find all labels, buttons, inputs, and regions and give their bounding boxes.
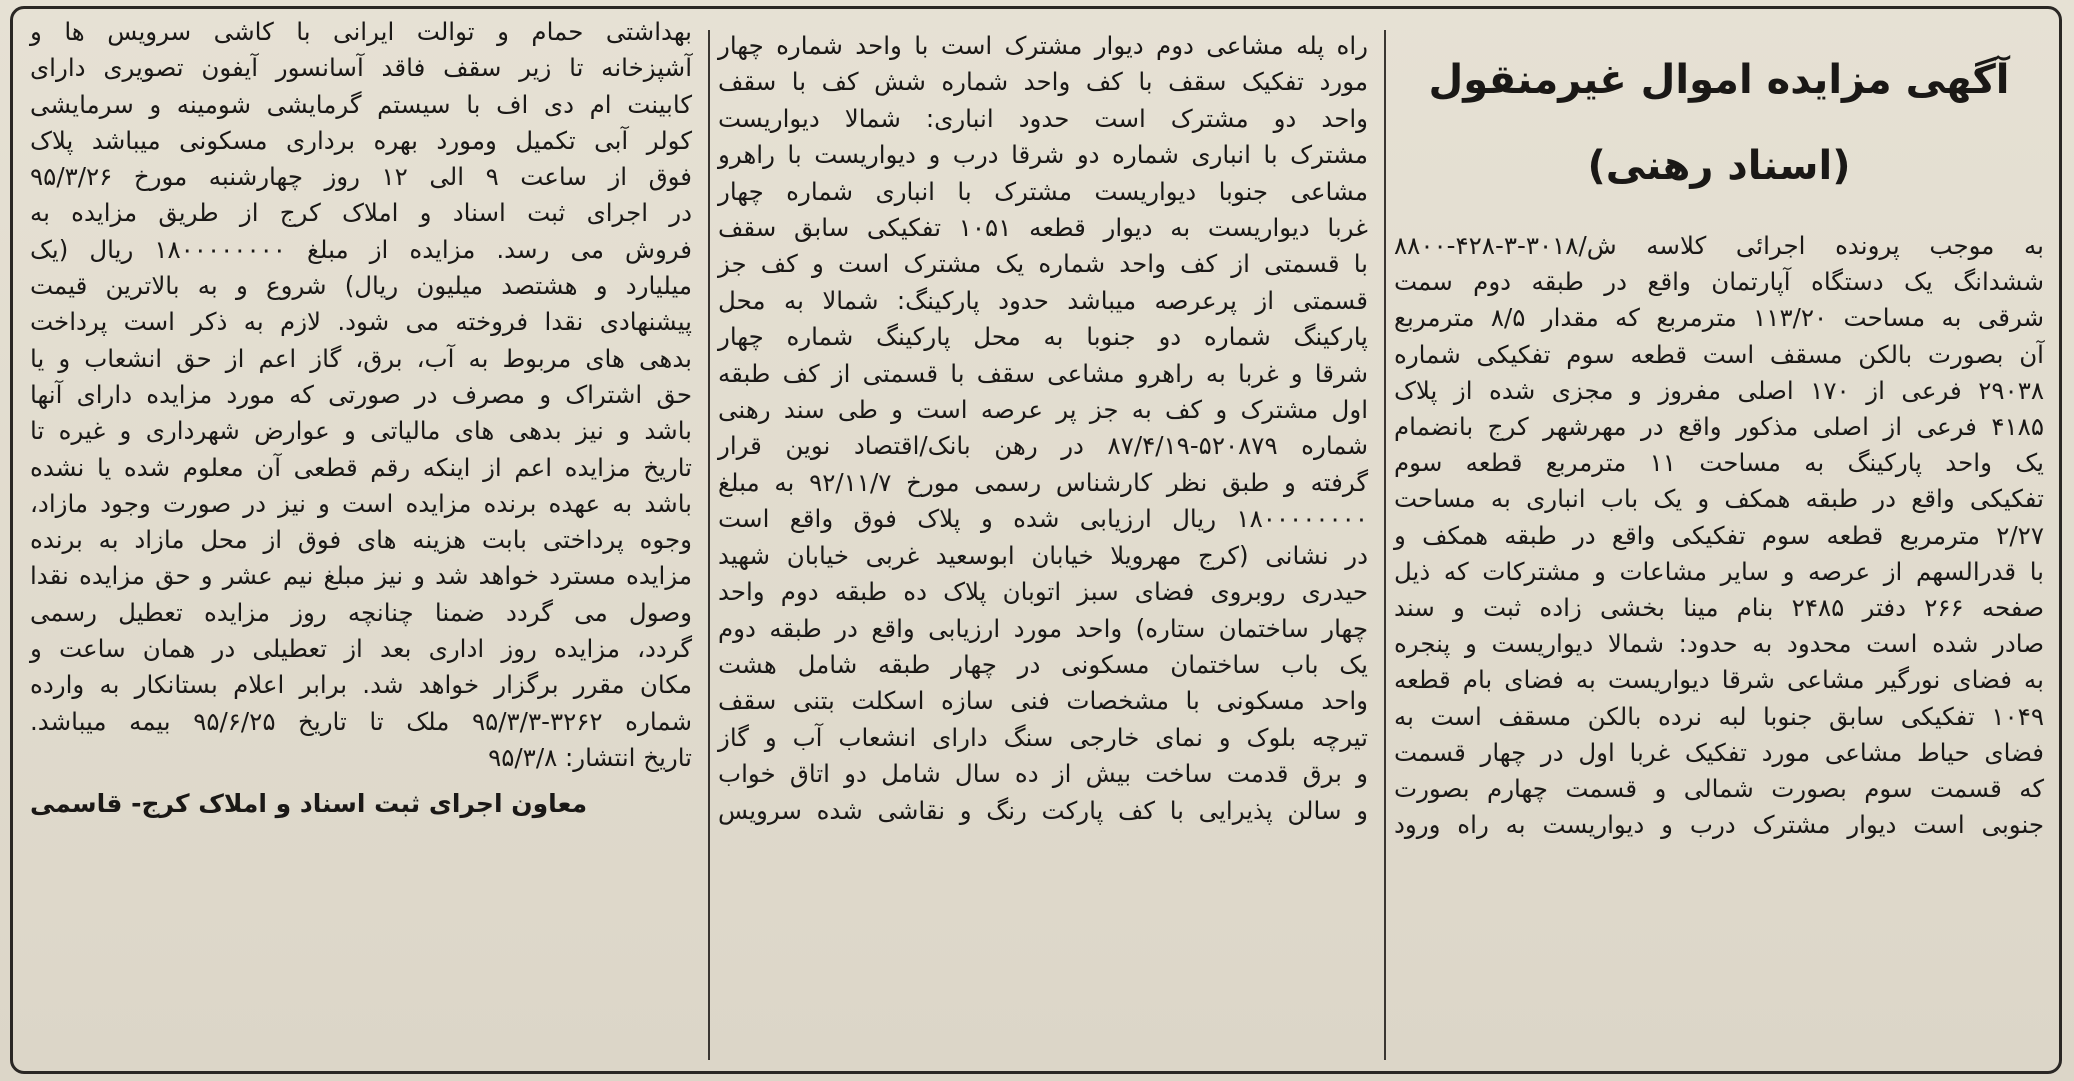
- text-line: باشد به عهده برنده مزایده است و نیز در صورت وجود مازاد،: [30, 488, 692, 518]
- column-divider: [708, 30, 710, 1060]
- text-line: مکان مقرر برگزار خواهد شد. برابر اعلام بستانکار به وارده: [30, 670, 692, 700]
- text-line: آشپزخانه تا زیر سقف فاقد آسانسور آیفون تصویری دارای: [30, 53, 692, 83]
- notice-column-right: [1394, 14, 2044, 843]
- text-line: آن بصورت بالکن مسقف است قطعه سوم تفکیکی شماره: [1394, 339, 2044, 369]
- text-line: مزایده مسترد خواهد شد و نیز مبلغ نیم عشر و حق مزایده نقدا: [30, 561, 692, 591]
- text-line: شرقا و غربا به راهرو مشاعی سقف با قسمتی از کف طبقه: [718, 358, 1368, 388]
- notice-text-right: [1394, 228, 2044, 843]
- text-line: با قسمتی از کف واحد شماره یک مشترک است و کف جز: [718, 249, 1368, 279]
- text-line: شرقی به مساحت ۱۱۳/۲۰ مترمربع که مقدار ۸/۵ مترمربع: [1394, 303, 2044, 333]
- text-line: شماره ۵۲۰۸۷۹-۸۷/۴/۱۹ در رهن بانک/اقتصاد نوین قرار: [718, 431, 1368, 461]
- text-line: ششدانگ یک دستگاه آپارتمان واقع در طبقه دوم سمت: [1394, 267, 2044, 297]
- text-line: ۴۱۸۵ فرعی از اصلی مذکور واقع در مهرشهر کرج بانضمام: [1394, 412, 2044, 442]
- text-line: شماره ۳۲۶۲-۹۵/۳/۳ ملک تا تاریخ ۹۵/۶/۲۵ بیمه میباشد.: [30, 706, 692, 736]
- text-line: اول مشترک و کف به جز پر عرصه است و طی سند رهنی: [718, 395, 1368, 425]
- text-line: بدهی های مربوط به آب، برق، گاز اعم از حق انشعاب و یا: [30, 343, 692, 373]
- text-line: پیشنهادی نقدا فروخته می شود. لازم به ذکر است پرداخت: [30, 307, 692, 337]
- text-line: حق اشتراک و مصرف در صورتی که مورد مزایده دارای آنها: [30, 379, 692, 409]
- text-line: کولر آبی تکمیل ومورد بهره برداری مسکونی میباشد پلاک: [30, 125, 692, 155]
- text-line: وصول می گردد ضمنا چنانچه روز مزایده تعطیل رسمی: [30, 597, 692, 627]
- text-line: به موجب پرونده اجرائی کلاسه ش/۳۰۱۸-۳-۴۲۸-۸۸۰۰: [1394, 231, 2044, 260]
- text-line: صادر شده است محدود به حدود: شمالا دیواریست و پنجره: [1394, 629, 2044, 659]
- text-line: فضای حیاط مشاعی مورد تفکیک غربا اول در چهار قسمت: [1394, 737, 2044, 767]
- text-line: در نشانی (کرج مهرویلا خیابان ابوسعید غربی خیابان شهید: [718, 540, 1368, 570]
- text-line: گردد، مزایده روز اداری بعد از تعطیلی در همان ساعت و: [30, 634, 692, 664]
- text-line: تاریخ مزایده اعم از اینکه رقم قطعی آن معلوم شده یا نشده: [30, 452, 692, 482]
- text-line: ۲۹۰۳۸ فرعی از ۱۷۰ اصلی مفروز و مجزی شده از پلاک: [1394, 375, 2045, 405]
- text-line: میلیارد و هشتصد میلیون ریال) شروع و به بالاترین قیمت: [30, 271, 692, 301]
- text-line: وجوه پرداختی بابت هزینه های فوق از محل مازاد به برنده: [30, 525, 692, 555]
- text-line: در اجرای ثبت اسناد و املاک کرج از طریق مزایده به: [30, 198, 692, 228]
- text-line: و سالن پذیرایی با کف پارکت رنگ و نقاشی شده سرویس: [718, 795, 1368, 825]
- text-line: فروش می رسد. مزایده از مبلغ ۱۸۰۰۰۰۰۰۰۰ ریال (یک: [30, 234, 693, 264]
- text-line: صفحه ۲۶۶ دفتر ۲۴۸۵ بنام مینا بخشی زاده ثبت و سند: [1394, 593, 2044, 623]
- text-line: غربا دیواریست به دیوار قطعه ۱۰۵۱ تفکیکی سابق سقف: [718, 213, 1368, 243]
- text-line: کابینت ام دی اف با سیستم گرمایشی شومینه و سرمایشی: [30, 89, 692, 119]
- text-line: یک باب ساختمان مسکونی در چهار طبقه شامل هشت: [718, 649, 1368, 679]
- text-line: مشاعی جنوبا دیواریست مشترک با انباری شماره چهار: [718, 176, 1368, 206]
- text-line: ۲/۲۷ مترمربع قطعه سوم تفکیکی واقع در طبقه همکف و: [1394, 520, 2044, 550]
- text-line: ۱۰۴۹ تفکیکی سابق جنوبا لبه نرده بالکن مسقف است به: [1394, 701, 2044, 731]
- text-line: راه پله مشاعی دوم دیوار مشترک است با واحد شماره چهار: [718, 31, 1368, 60]
- text-line: گرفته و طبق نظر کارشناس رسمی مورخ ۹۲/۱۱/۷ به مبلغ: [718, 467, 1369, 497]
- notice-subtitle: (اسناد رهنی): [1587, 143, 1851, 189]
- text-line: یک واحد پارکینگ به مساحت ۱۱ مترمربع قطعه سوم: [1394, 448, 2044, 478]
- text-line: جنوبی است دیوار مشترک درب و دیواریست به راه ورود: [1394, 810, 2044, 840]
- notice-text-left: [30, 14, 692, 740]
- text-line: فوق از ساعت ۹ الی ۱۲ روز چهارشنبه مورخ ۹۵/۳/۲۶: [30, 162, 692, 192]
- text-line: مورد تفکیک سقف با کف واحد شماره شش کف با سقف: [718, 67, 1368, 97]
- text-line: قسمتی از پرعرصه میباشد حدود پارکینگ: شمالا به محل: [718, 285, 1368, 315]
- text-line: بهداشتی حمام و توالت ایرانی با کاشی سرویس ها و: [30, 17, 692, 46]
- text-line: باشد و نیز بدهی های مالیاتی و عوارض شهرداری و غیره تا: [30, 416, 692, 446]
- text-line: تفکیکی واقع در طبقه همکف و یک باب انباری به مساحت: [1394, 484, 2044, 514]
- text-line: و برق قدمت ساخت بیش از ده سال شامل دو اتاق خواب: [718, 759, 1368, 789]
- text-line: که قسمت سوم بصورت شمالی و قسمت چهارم بصورت: [1394, 774, 2044, 804]
- notice-signature: معاون اجرای ثبت اسناد و املاک کرج- قاسمی: [30, 789, 588, 819]
- text-line: مشترک با انباری شماره دو شرقا درب و دیواریست با راهرو: [718, 140, 1368, 170]
- notice-text-middle: [718, 28, 1368, 829]
- text-line: حیدری روبروی فضای سبز اتوبان پلاک ده طبقه دوم واحد: [718, 577, 1368, 607]
- text-line: با قدرالسهم از عرصه و سایر مشاعات و مشترکات که ذیل: [1394, 556, 2044, 586]
- publish-date: تاریخ انتشار: ۹۵/۳/۸: [488, 742, 692, 772]
- notice-column-middle: [718, 28, 1368, 829]
- column-divider: [1384, 30, 1386, 1060]
- text-line: چهار ساختمان ستاره) واحد مورد ارزیابی واقع در طبقه دوم: [718, 613, 1368, 643]
- text-line: واحد دو مشترک است حدود انباری: شمالا دیواریست: [718, 103, 1368, 133]
- text-line: پارکینگ شماره دو جنوبا به محل پارکینگ شماره چهار: [718, 322, 1368, 352]
- notice-title: آگهی مزایده اموال غیرمنقول: [1428, 57, 2010, 103]
- text-line: تیرچه بلوک و نمای خارجی سنگ دارای انشعاب آب و گاز: [718, 722, 1368, 752]
- text-line: ۱۸۰۰۰۰۰۰۰۰ ریال ارزیابی شده و پلاک فوق واقع است: [718, 504, 1368, 534]
- text-line: واحد مسکونی با مشخصات فنی سازه اسکلت بتنی سقف: [718, 686, 1368, 716]
- notice-column-left: [30, 14, 692, 824]
- text-line: به فضای نورگیر مشاعی شرقا دیواریست به فضای بام قطعه: [1394, 665, 2044, 695]
